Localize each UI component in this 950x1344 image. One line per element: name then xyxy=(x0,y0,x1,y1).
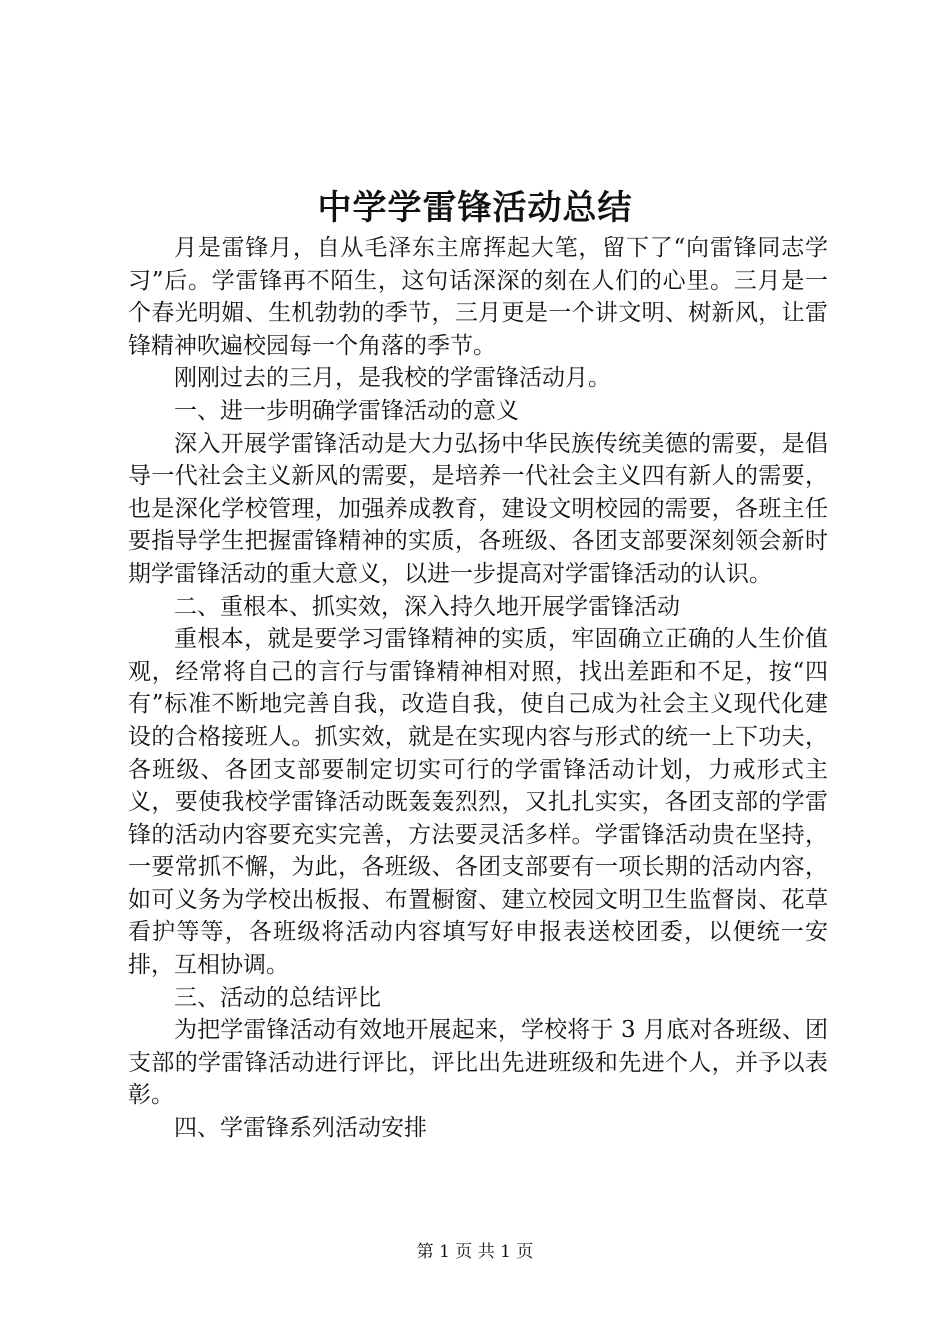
paragraph-march: 刚刚过去的三月，是我校的学雷锋活动月。 xyxy=(174,365,611,392)
document-body xyxy=(128,232,828,1145)
paragraph-fundamentals: 重根本，就是要学习雷锋精神的实质，牢固确立正确的人生价值观，经常将自己的言行与雷锋精神相对照，找出差距和不足，按“四有”标准不断地完善自我，改造自我，使自己成为社会主义现代化建设的合格接班人。抓实效，就是在实现内容与形式的统一上下功夫，各班级、各团支部要制定切实可行的学雷锋活动计划，力戒形式主义，要使我校学雷锋活动既轰轰烈烈，又扎扎实实，各团支部的学雷锋的活动内容要充实完善，方法要灵活多样。学雷锋活动贵在坚持，一要常抓不懈，为此，各班级、各团支部要有一项长期的活动内容，如可义务为学校出板报、布置橱窗、建立校园文明卫生监督岗、花草看护等等，各班级将活动内容填写好申报表送校团委，以便统一安排，互相协调。 xyxy=(128,626,828,979)
section-heading-3: 三、活动的总结评比 xyxy=(174,984,381,1011)
section-heading-4: 四、学雷锋系列活动安排 xyxy=(174,1115,427,1142)
page-footer: 第 1 页 共 1 页 xyxy=(416,1242,534,1262)
paragraph-evaluation: 为把学雷锋活动有效地开展起来，学校将于 3 月底对各班级、团支部的学雷锋活动进行评比，评比出先进班级和先进个人，并予以表彰。 xyxy=(128,1017,828,1109)
section-heading-2: 二、重根本、抓实效，深入持久地开展学雷锋活动 xyxy=(174,593,680,620)
section-heading-1: 一、进一步明确学雷锋活动的意义 xyxy=(174,397,519,424)
document-title: 中学学雷锋活动总结 xyxy=(317,188,633,228)
paragraph-intro: 月是雷锋月，自从毛泽东主席挥起大笔，留下了“向雷锋同志学习”后。学雷锋再不陌生，这句话深深的刻在人们的心里。三月是一个春光明媚、生机勃勃的季节，三月更是一个讲文明、树新风，让雷锋精神吹遍校园每一个角落的季节。 xyxy=(128,235,828,359)
paragraph-significance: 深入开展学雷锋活动是大力弘扬中华民族传统美德的需要，是倡导一代社会主义新风的需要，是培养一代社会主义四有新人的需要，也是深化学校管理，加强养成教育，建设文明校园的需要，各班主任要指导学生把握雷锋精神的实质，各班级、各团支部要深刻领会新时期学雷锋活动的重大意义，以进一步提高对学雷锋活动的认识。 xyxy=(128,430,828,587)
